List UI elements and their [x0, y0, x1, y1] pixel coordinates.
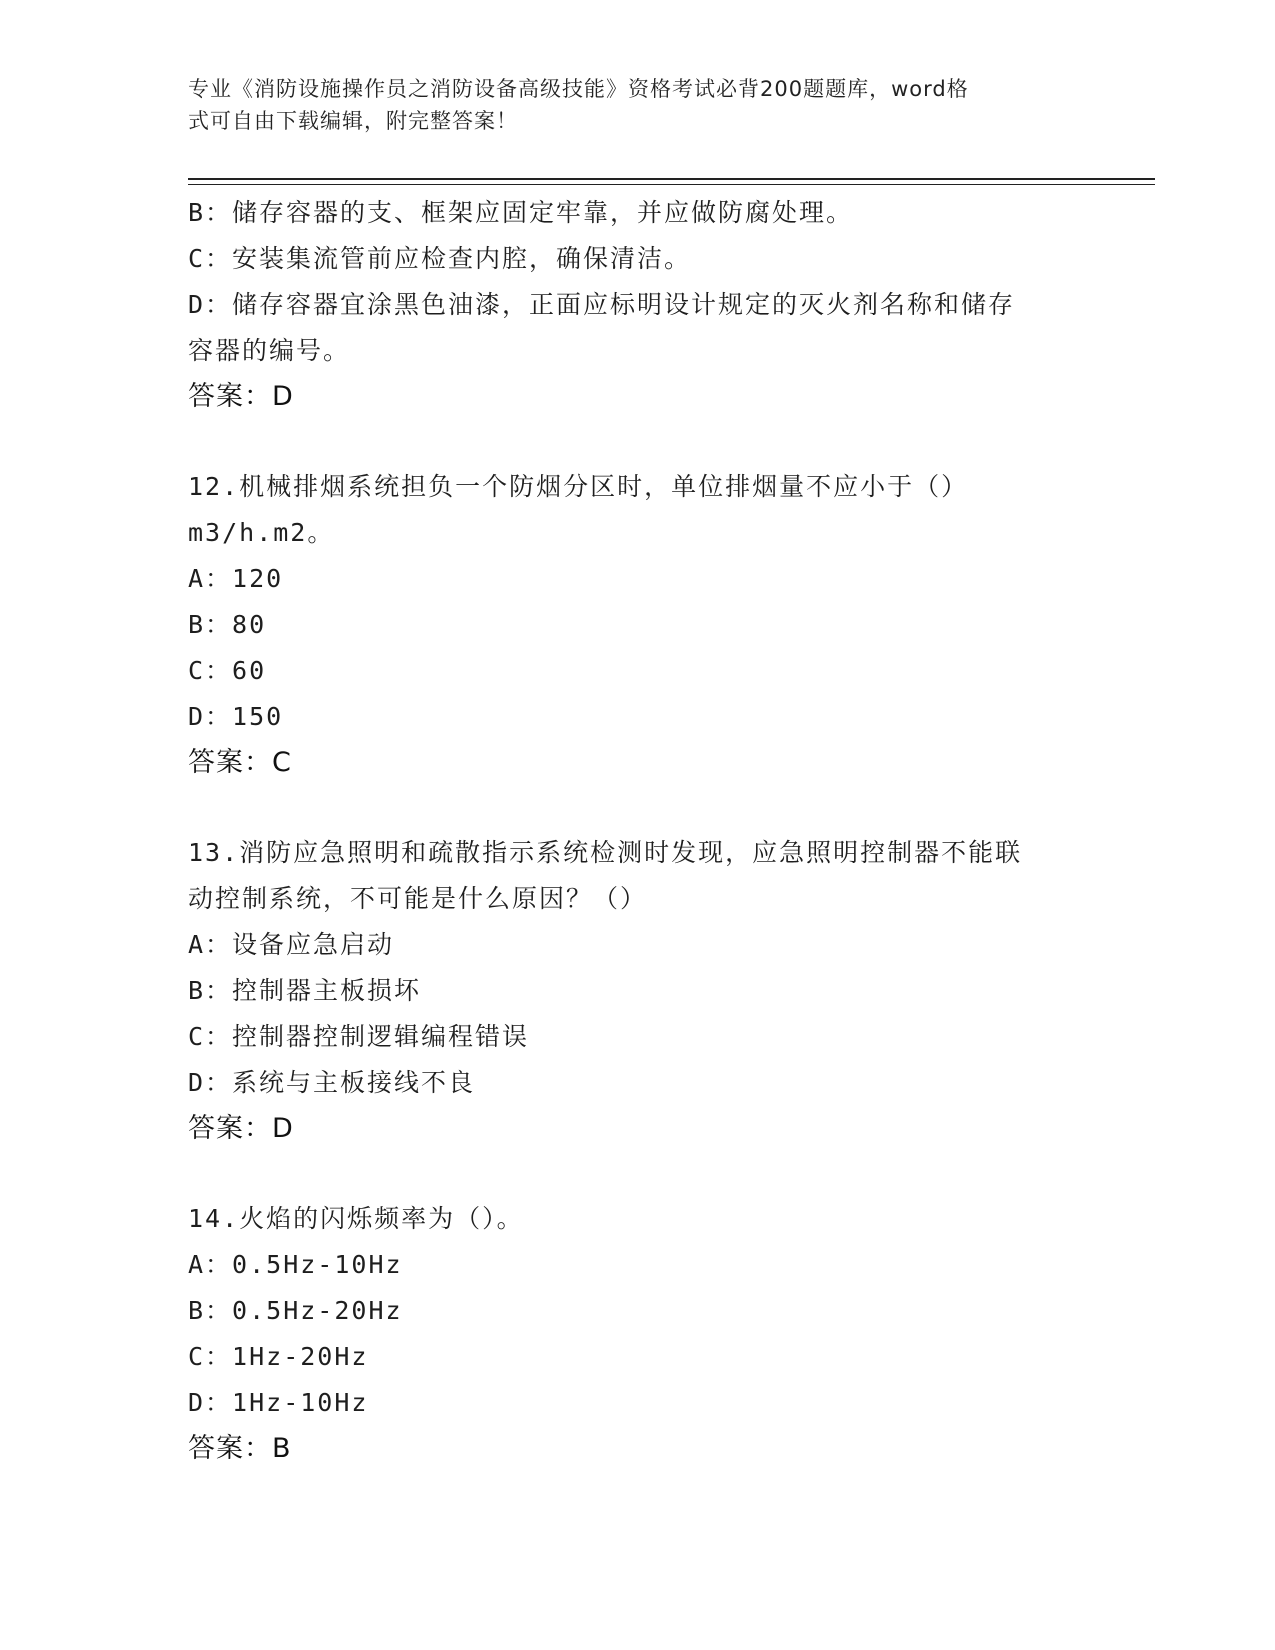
question-stem-continued: 动控制系统，不可能是什么原因？（） — [188, 884, 648, 913]
option-c: C：安装集流管前应检查内腔，确保清洁。 — [188, 244, 692, 273]
option-d: D：150 — [188, 702, 284, 731]
answer-label: 答案：D — [188, 381, 294, 412]
option-c: C：控制器控制逻辑编程错误 — [188, 1022, 530, 1051]
answer-label: 答案：D — [188, 1113, 294, 1144]
option-d: D：1Hz-10Hz — [188, 1388, 369, 1417]
header-divider-thick — [188, 178, 1155, 180]
question-stem: 14.火焰的闪烁频率为（）。 — [188, 1204, 524, 1233]
option-b: B：储存容器的支、框架应固定牢靠，并应做防腐处理。 — [188, 198, 854, 227]
option-d: D：系统与主板接线不良 — [188, 1068, 476, 1097]
document-body — [188, 190, 1088, 1472]
option-b: B：控制器主板损坏 — [188, 976, 422, 1005]
header-line-1: 专业《消防设施操作员之消防设备高级技能》资格考试必背200题题库，word格 — [188, 77, 969, 101]
spacer — [188, 786, 1088, 830]
option-c: C：1Hz-20Hz — [188, 1342, 369, 1371]
question-12 — [188, 464, 1088, 786]
question-13 — [188, 830, 1088, 1152]
header-line-2: 式可自由下载编辑，附完整答案！ — [188, 109, 518, 133]
document-header — [188, 73, 1078, 137]
spacer — [188, 420, 1088, 464]
option-d-continued: 容器的编号。 — [188, 336, 351, 365]
option-c: C：60 — [188, 656, 267, 685]
option-b: B：80 — [188, 610, 267, 639]
question-14 — [188, 1196, 1088, 1472]
option-a: A：120 — [188, 564, 284, 593]
answer-label: 答案：B — [188, 1433, 292, 1464]
option-a: A：设备应急启动 — [188, 930, 395, 959]
answer-label: 答案：C — [188, 747, 292, 778]
question-stem: 12.机械排烟系统担负一个防烟分区时，单位排烟量不应小于（） — [188, 472, 969, 501]
header-divider-thin — [188, 184, 1155, 185]
question-stem-continued: m3/h.m2。 — [188, 518, 335, 547]
option-b: B：0.5Hz-20Hz — [188, 1296, 403, 1325]
option-a: A：0.5Hz-10Hz — [188, 1250, 403, 1279]
question-11-continued — [188, 190, 1088, 420]
question-stem: 13.消防应急照明和疏散指示系统检测时发现，应急照明控制器不能联 — [188, 838, 1023, 867]
spacer — [188, 1152, 1088, 1196]
option-d: D：储存容器宜涂黑色油漆，正面应标明设计规定的灭火剂名称和储存 — [188, 290, 1016, 319]
